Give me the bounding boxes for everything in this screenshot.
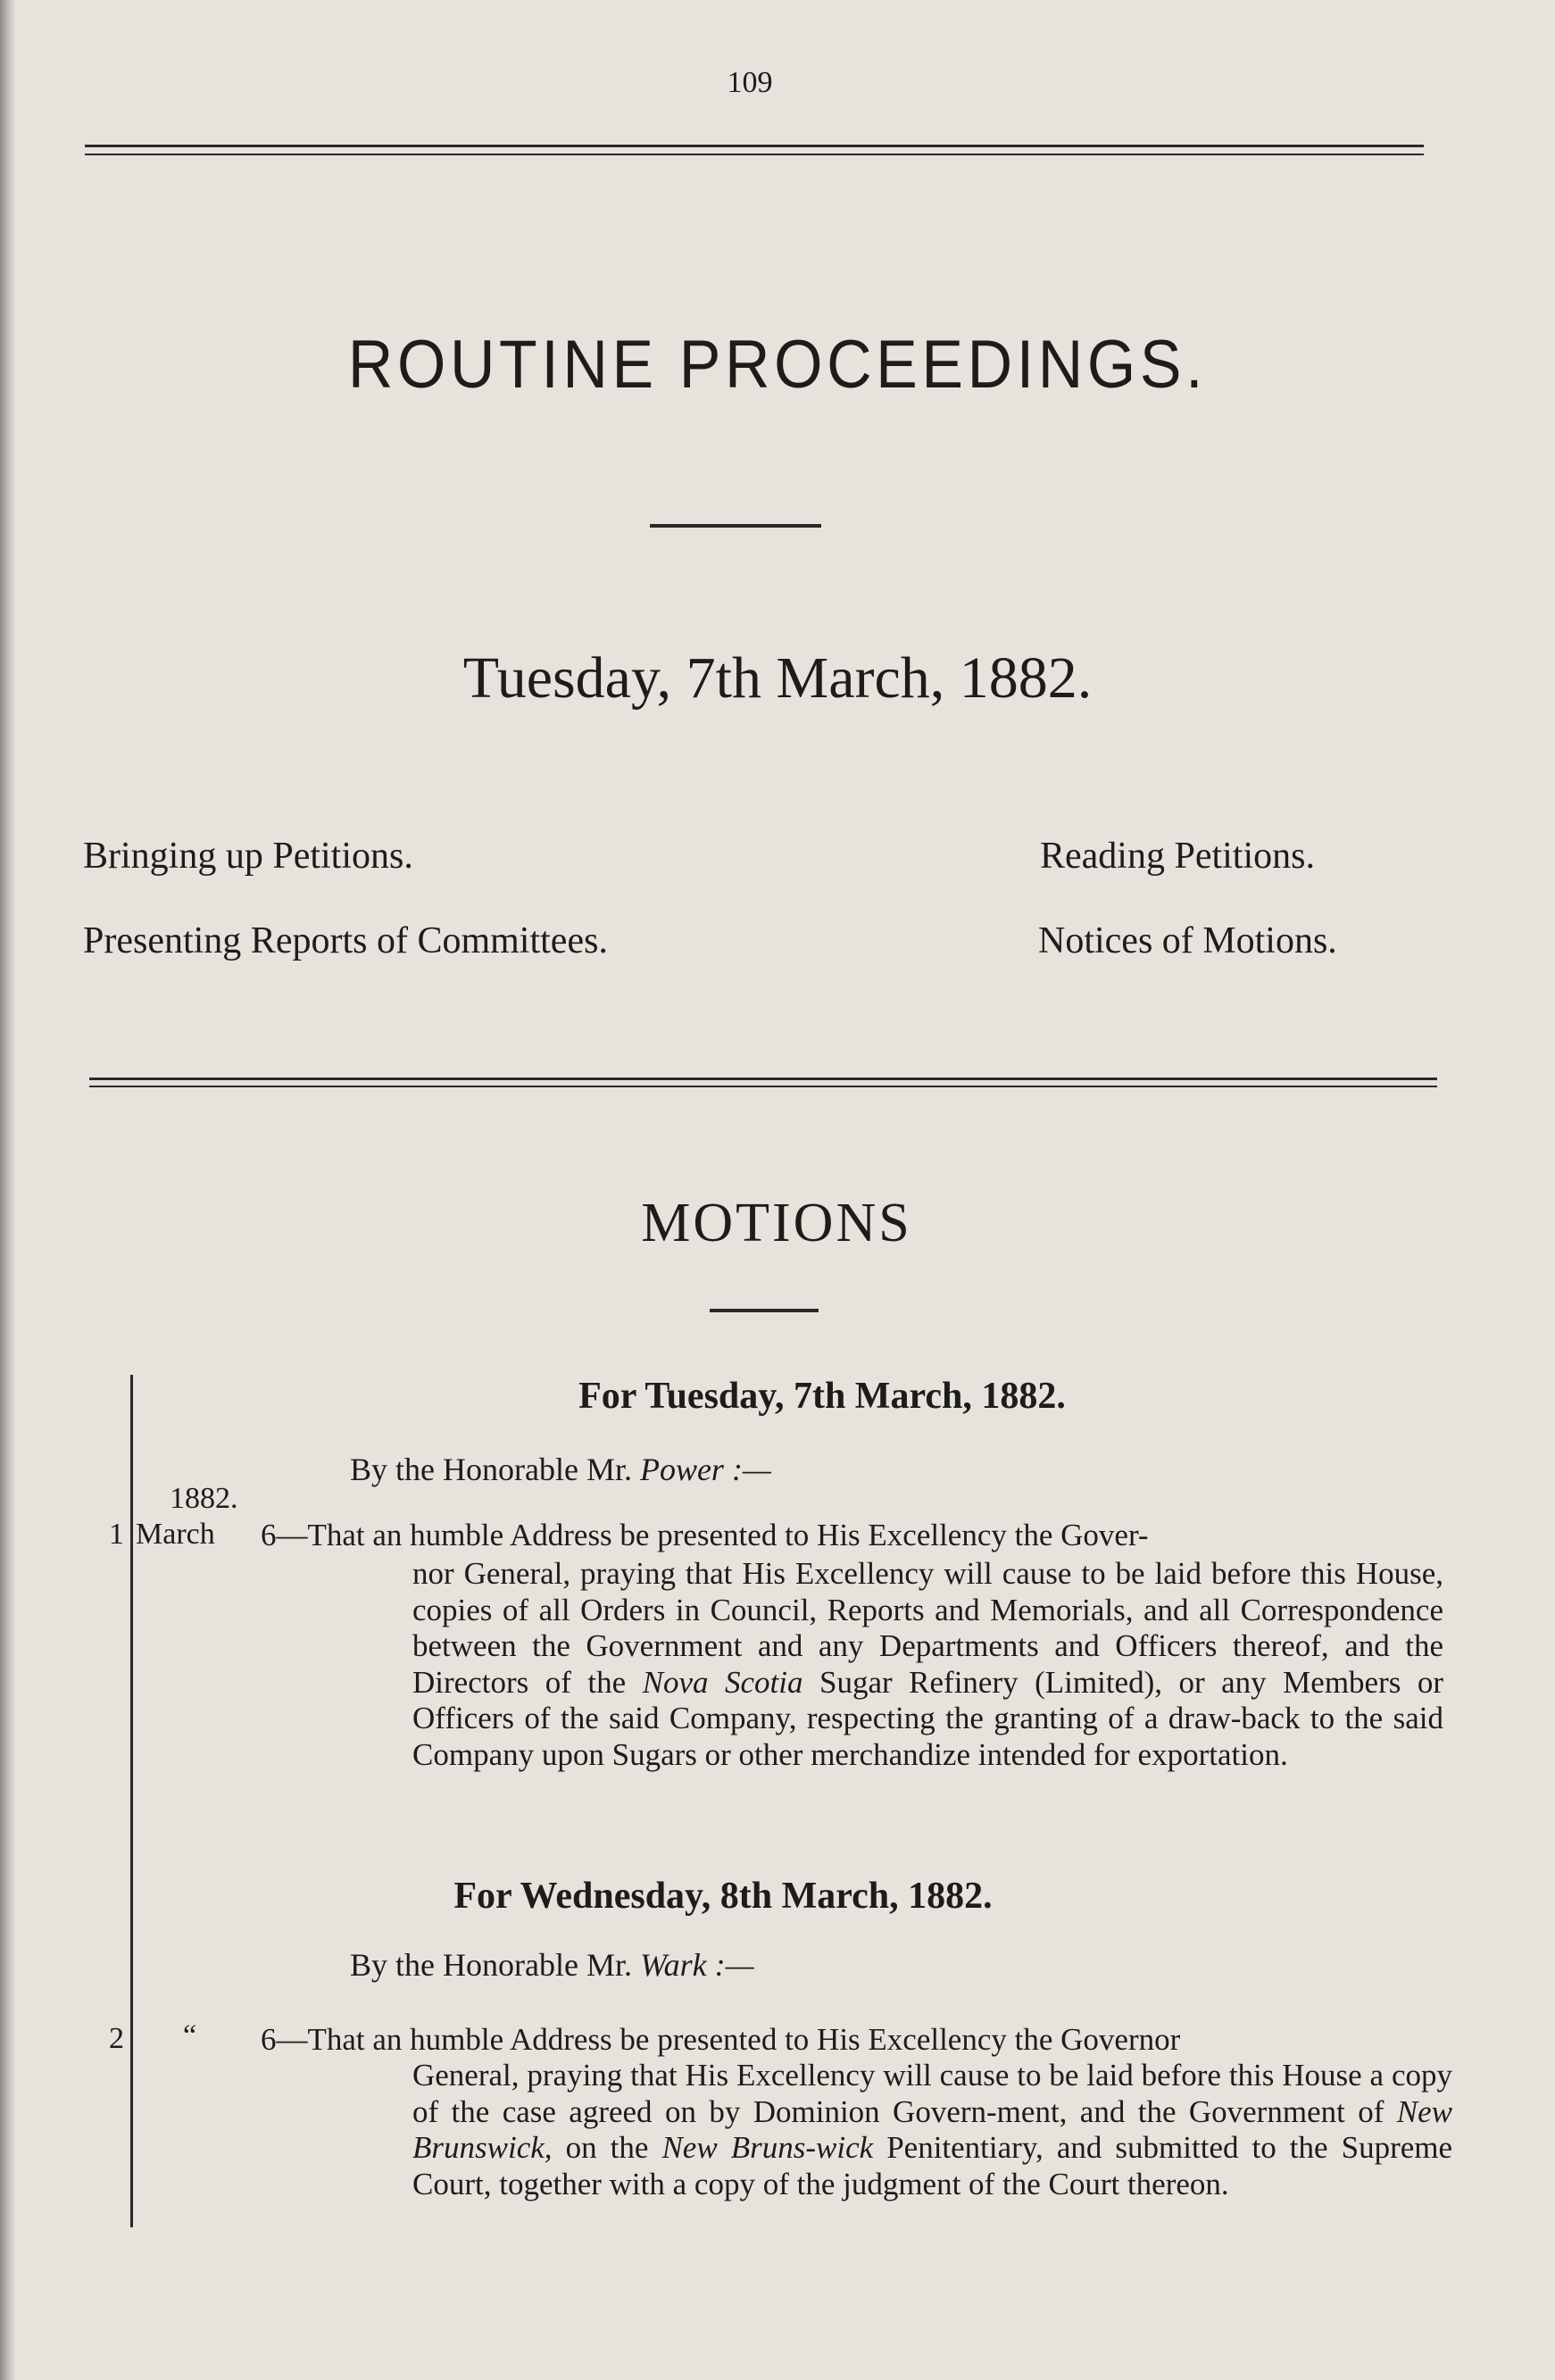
- top-rule-upper: [85, 145, 1424, 147]
- motions-short-rule: [710, 1309, 819, 1312]
- motion-text-italic: New Brunswick,: [412, 2093, 1452, 2165]
- date-heading: Tuesday, 7th March, 1882.: [462, 645, 1093, 711]
- mover-line-power: [350, 1451, 771, 1488]
- margin-month: March: [136, 1518, 215, 1551]
- routine-item-notices-of-motions: Notices of Motions.: [1038, 920, 1337, 961]
- routine-item-bringing-up-petitions: Bringing up Petitions.: [83, 836, 413, 877]
- ditto-mark: “: [183, 2019, 197, 2052]
- motion-number: 1: [109, 1518, 124, 1551]
- motion-text: nor General, praying that His Excellency will cause to be laid before this House, copies of all Orders in Council, Reports and Memorials, and all Correspondence between the Government and any Departments and Officers thereof, and the Directors of the: [412, 1556, 1443, 1700]
- motion-text-italic: Nova Scotia: [642, 1664, 803, 1700]
- motions-heading: MOTIONS: [641, 1193, 912, 1253]
- motion-text: Sugar Refinery (Limited), or any Members or Officers of the said Company, respecting the granting of a draw-back to the said Company upon Sugars or other merchandize intended for exportation.: [412, 1664, 1444, 1772]
- day-heading-wednesday: For Wednesday, 8th March, 1882.: [453, 1876, 993, 1917]
- day-heading-tuesday: For Tuesday, 7th March, 1882.: [578, 1376, 1066, 1417]
- mid-rule-upper: [89, 1078, 1437, 1080]
- binding-edge: [0, 0, 16, 2380]
- motion-text: General, praying that His Excellency will cause to be laid before this House a copy of the case agreed on by Dominion Govern-ment, and the Government of: [412, 2058, 1452, 2129]
- margin-year: 1882.: [170, 1482, 238, 1515]
- motion-lead-line: 6—That an humble Address be presented to His Excellency the Governor: [261, 2022, 1181, 2057]
- motion-lead-line: 6—That an humble Address be presented to His Excellency the Gover-: [261, 1518, 1149, 1552]
- mover-prefix: By the Honorable Mr.: [350, 1452, 632, 1487]
- mover-name: Power :—: [639, 1452, 771, 1487]
- top-rule-lower: [85, 154, 1424, 155]
- motion-text: on the: [565, 2130, 649, 2165]
- title-short-rule: [650, 524, 821, 528]
- mover-line-wark: [350, 1946, 754, 1984]
- motion-body: [412, 1556, 1443, 1773]
- routine-item-presenting-reports: Presenting Reports of Committees.: [83, 920, 608, 961]
- mover-name: Wark :—: [639, 1947, 754, 1983]
- margin-vertical-line: [130, 1375, 133, 2227]
- mid-rule-lower: [89, 1086, 1437, 1087]
- page-number: 109: [727, 66, 773, 99]
- motion-text: Penitentiary, and submitted to the Supreme Court, together with a copy of the judgment of the Court thereon.: [412, 2130, 1453, 2201]
- page-title: ROUTINE PROCEEDINGS.: [347, 327, 1208, 403]
- mover-prefix: By the Honorable Mr.: [350, 1947, 632, 1983]
- motion-text-italic: New Bruns-wick: [661, 2130, 874, 2165]
- motion-number: 2: [109, 2022, 124, 2055]
- motion-body: [412, 2058, 1452, 2202]
- routine-item-reading-petitions: Reading Petitions.: [1040, 836, 1315, 877]
